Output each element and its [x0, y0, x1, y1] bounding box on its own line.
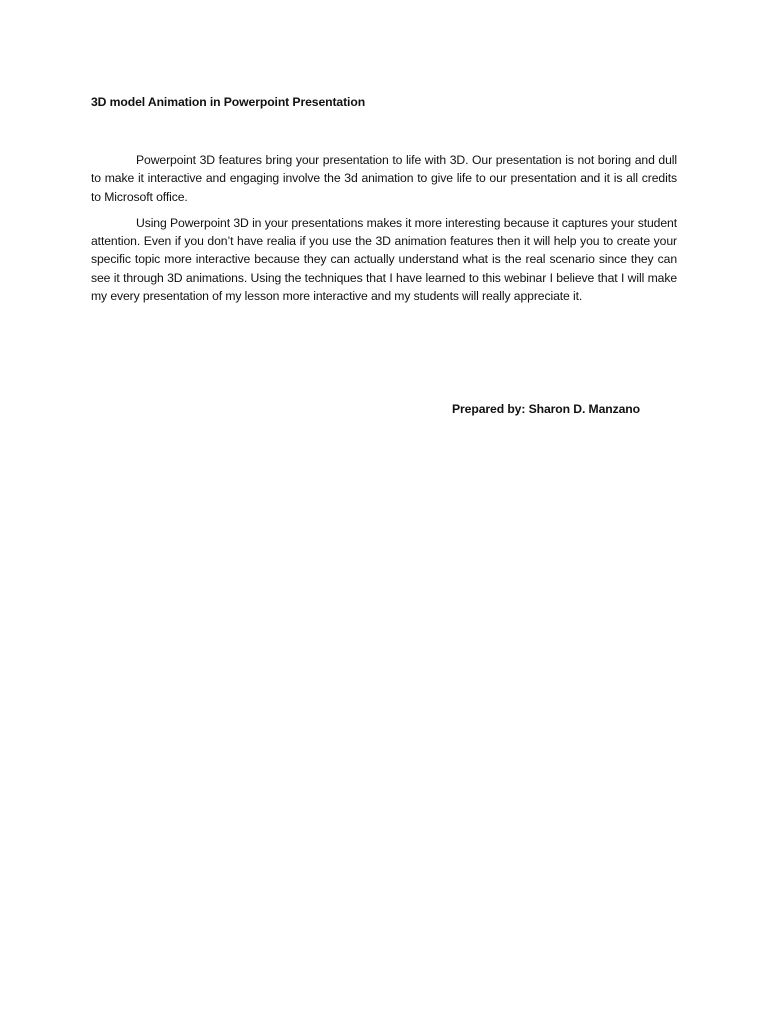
paragraph-1: Powerpoint 3D features bring your presentation to life with 3D. Our presentation is not boring and dull to make it interactive and engaging involve the 3d animation to give life to our presentation and it is all credits to Microsoft office.	[91, 153, 677, 204]
paragraph-2: Using Powerpoint 3D in your presentations makes it more interesting because it captures your student attention. Even if you don’t have realia if you use the 3D animation features then it will help you to create your specific topic more interactive because they can actually understand what is the real scenario since they can see it through 3D animations. Using the techniques that I have learned to this webinar I believe that I will make my every presentation of my lesson more interactive and my students will really appreciate it.	[91, 215, 677, 304]
document-title: 3D model Animation in Powerpoint Presentation	[91, 95, 366, 109]
document-body	[91, 151, 677, 313]
prepared-by-signature: Prepared by: Sharon D. Manzano	[452, 402, 640, 416]
